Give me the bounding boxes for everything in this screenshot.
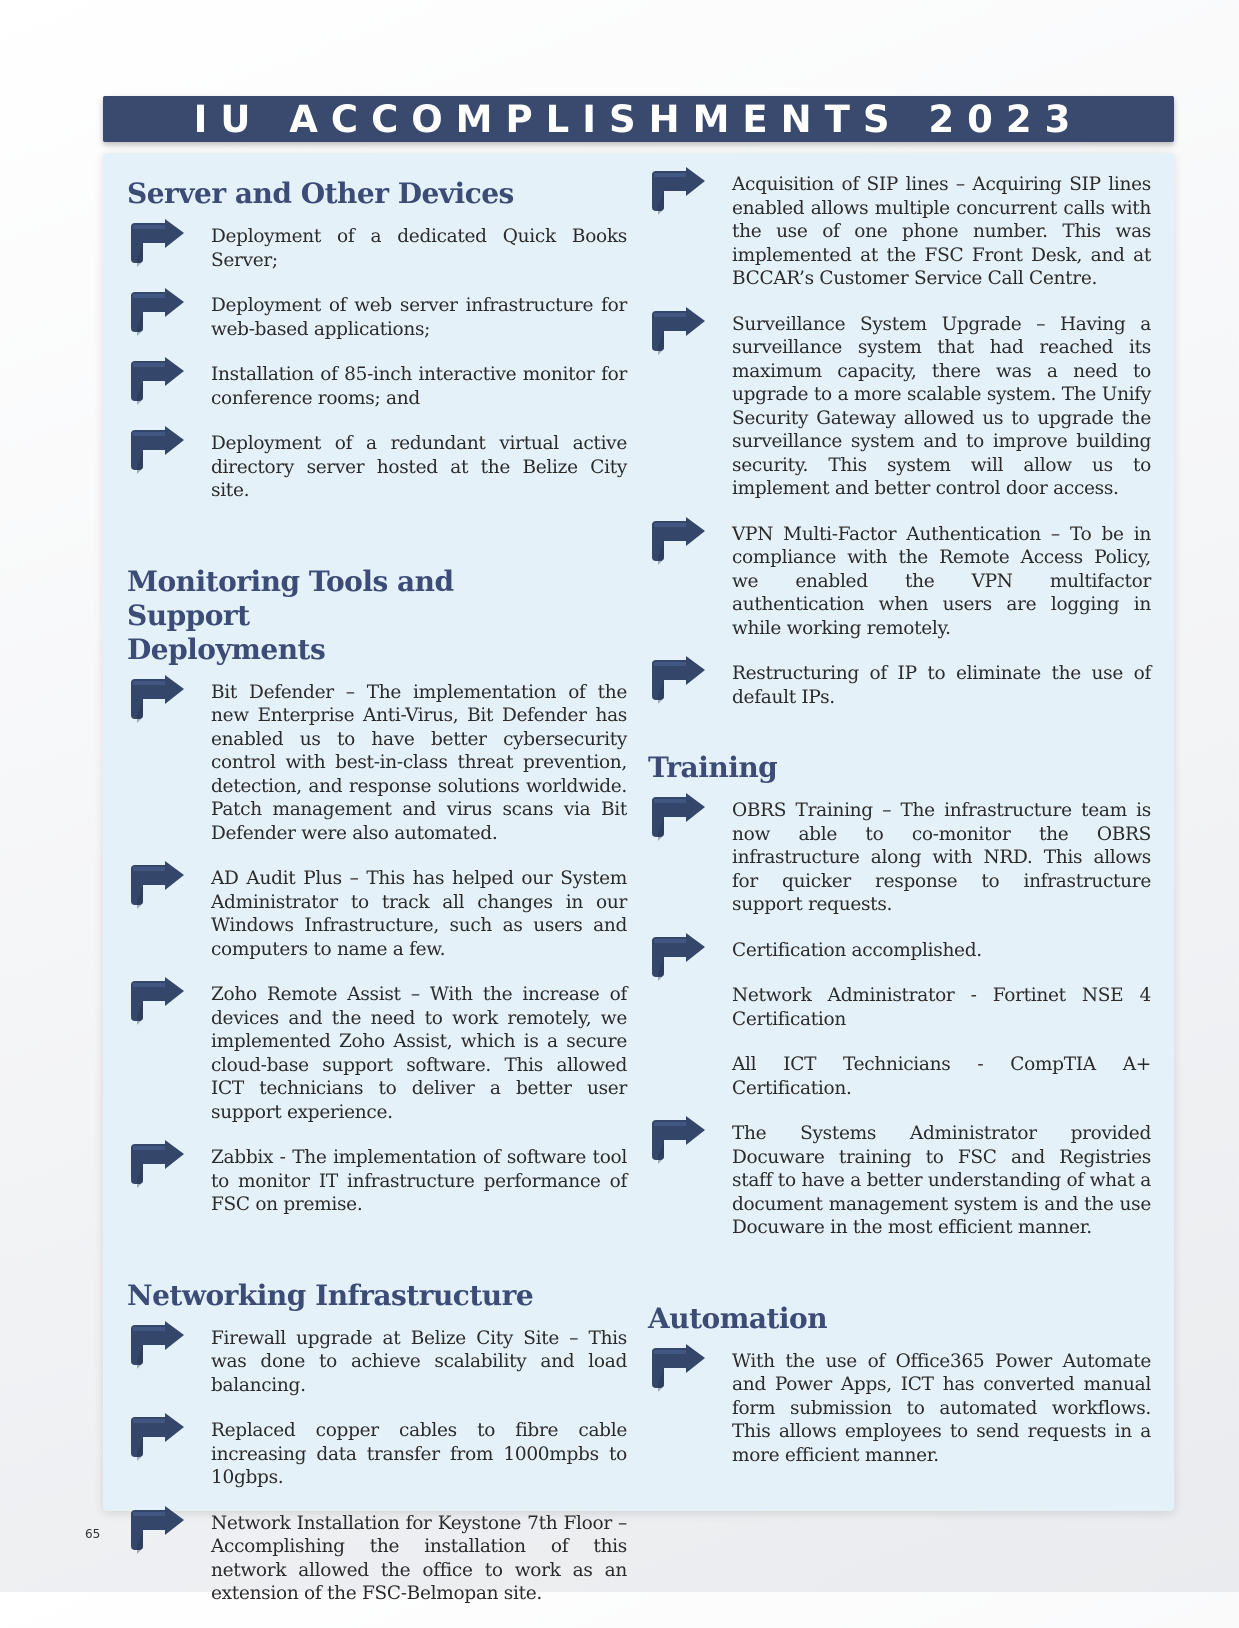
list-item: Deployment of a dedicated Quick Books Server;	[127, 225, 627, 272]
arrow-bullet-icon	[650, 1344, 706, 1396]
arrow-bullet-icon	[650, 1116, 706, 1168]
arrow-bullet-icon	[650, 656, 706, 708]
right-column	[648, 173, 1151, 1489]
arrow-bullet-icon	[129, 288, 185, 340]
section-title-server: Server and Other Devices	[127, 177, 514, 210]
left-column	[127, 177, 627, 1628]
arrow-bullet-icon	[650, 933, 706, 985]
arrow-bullet-icon	[650, 793, 706, 845]
list-item: Replaced copper cables to fibre cable increasing data transfer from 1000mpbs to 10gbps.	[127, 1419, 627, 1490]
section-title-monitoring: Monitoring Tools and Support Deployments	[127, 564, 454, 666]
list-item: Installation of 85-inch interactive monitor for conference rooms; and	[127, 363, 627, 410]
arrow-bullet-icon	[129, 426, 185, 478]
content-panel	[103, 153, 1174, 1604]
list-item: Network Installation for Keystone 7th Floor – Accomplishing the installation of this network allowed the office to work as an extension of the FSC-Belmopan site.	[127, 1512, 627, 1606]
list-item: Surveillance System Upgrade – Having a surveillance system that had reached its maximum capacity, there was a need to upgrade to a more scalable system. The Unify Security Gateway allowed us to upgrade the surveillance system and to improve building security. This system will allow us to implement and better control door access.	[648, 313, 1151, 501]
list-item: Restructuring of IP to eliminate the use of default IPs.	[648, 662, 1151, 709]
arrow-bullet-icon	[129, 357, 185, 409]
arrow-bullet-icon	[129, 861, 185, 913]
arrow-bullet-icon	[650, 517, 706, 569]
list-item: Deployment of web server infrastructure for web-based applications;	[127, 294, 627, 341]
list-item: Acquisition of SIP lines – Acquiring SIP lines enabled allows multiple concurrent calls with the use of one phone number. This was implemented at the FSC Front Desk, and at BCCAR’s Customer Service Call Centre.	[648, 173, 1151, 291]
list-item: With the use of Office365 Power Automate and Power Apps, ICT has converted manual form submission to automated workflows. This allows employees to send requests in a more efficient manner.	[648, 1350, 1151, 1468]
list-item: The Systems Administrator provided Docuware training to FSC and Registries staff to have a better understanding of what a document management system is and the use Docuware in the most efficient manner.	[648, 1122, 1151, 1240]
sub-list-item: Network Administrator - Fortinet NSE 4 Certification	[732, 985, 1151, 1030]
sub-list-item: All ICT Technicians - CompTIA A+ Certification.	[732, 1054, 1151, 1099]
arrow-bullet-icon	[129, 1506, 185, 1558]
list-item: VPN Multi-Factor Authentication – To be in compliance with the Remote Access Policy, we enabled the VPN multifactor authentication when users are logging in while working remotely.	[648, 523, 1151, 641]
section-title-training: Training	[648, 751, 778, 784]
list-item: Certification accomplished.	[648, 939, 1151, 963]
list-item: Firewall upgrade at Belize City Site – This was done to achieve scalability and load balancing.	[127, 1327, 627, 1398]
page-title: IU ACCOMPLISHMENTS 2023	[193, 97, 1084, 141]
list-item: Bit Defender – The implementation of the new Enterprise Anti-Virus, Bit Defender has enabled us to have better cybersecurity control with best-in-class threat prevention, detection, and response solutions worldwide. Patch management and virus scans via Bit Defender were also automated.	[127, 681, 627, 846]
list-item: AD Audit Plus – This has helped our System Administrator to track all changes in our Windows Infrastructure, such as users and computers to name a few.	[127, 867, 627, 961]
list-item: Zoho Remote Assist – With the increase of devices and the need to work remotely, we implemented Zoho Assist, which is a secure cloud-base support software. This allowed ICT technicians to deliver a better user support experience.	[127, 983, 627, 1124]
title-bar	[103, 96, 1174, 142]
arrow-bullet-icon	[129, 675, 185, 727]
arrow-bullet-icon	[129, 219, 185, 271]
arrow-bullet-icon	[129, 1140, 185, 1192]
list-item: OBRS Training – The infrastructure team is now able to co-monitor the OBRS infrastructure along with NRD. This allows for quicker response to infrastructure support requests.	[648, 799, 1151, 917]
section-title-networking: Networking Infrastructure	[127, 1278, 534, 1312]
page-number: 65	[85, 1527, 101, 1541]
arrow-bullet-icon	[129, 1321, 185, 1373]
arrow-bullet-icon	[650, 307, 706, 359]
section-title-automation: Automation	[648, 1301, 828, 1335]
arrow-bullet-icon	[129, 977, 185, 1029]
arrow-bullet-icon	[650, 167, 706, 219]
list-item: Deployment of a redundant virtual active directory server hosted at the Belize City site.	[127, 432, 627, 503]
arrow-bullet-icon	[129, 1413, 185, 1465]
list-item: Zabbix - The implementation of software tool to monitor IT infrastructure performance of FSC on premise.	[127, 1146, 627, 1217]
